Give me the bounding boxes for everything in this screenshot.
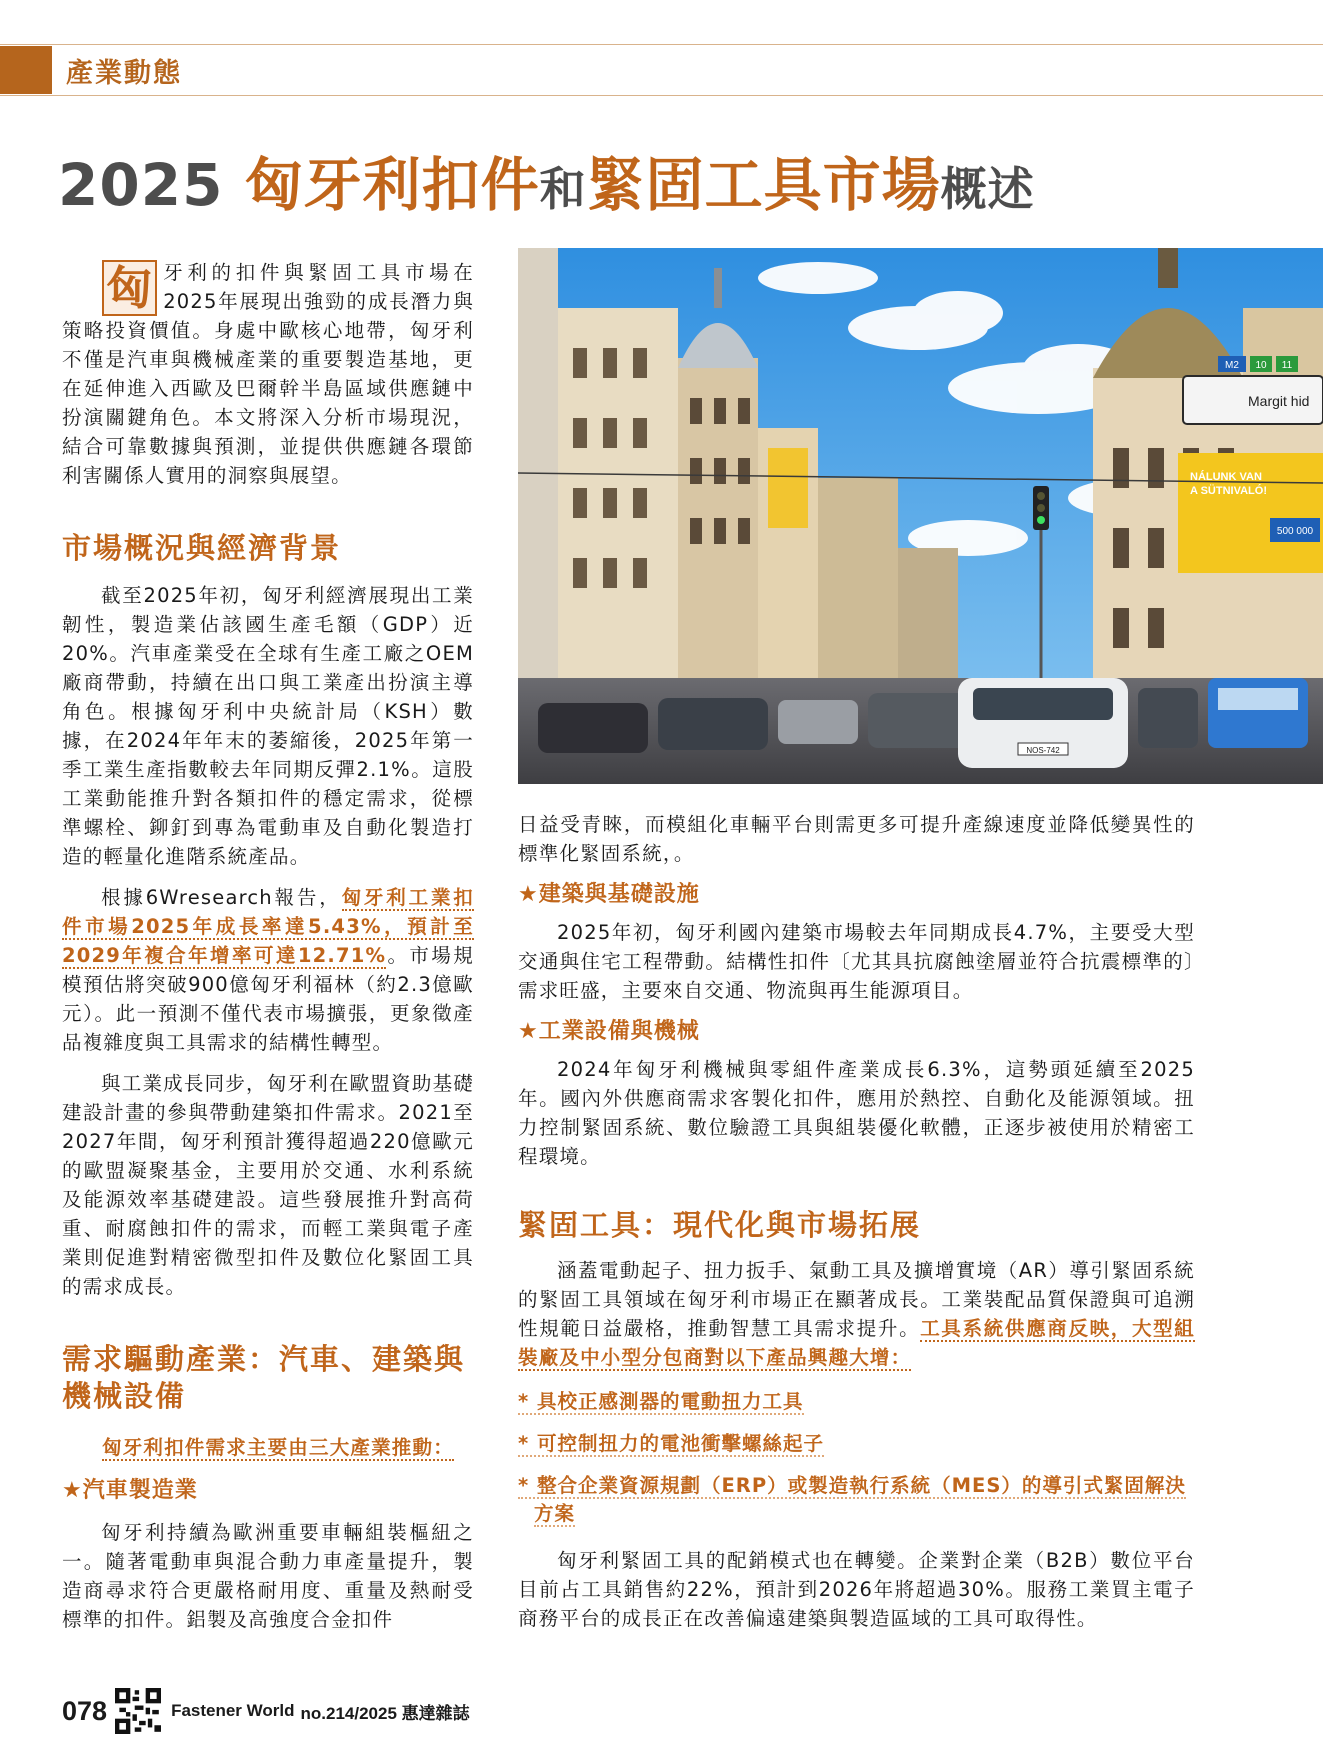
billboard-line2: A SÜTNIVALÓ! xyxy=(1190,485,1267,497)
right-column xyxy=(518,810,1195,1633)
tools-bullet-2-text: * 可控制扭力的電池衝擊螺絲起子 xyxy=(518,1432,824,1455)
tools-p1-pre: 涵蓋電動起子、扭力扳手、氣動工具及擴增實境（AR）導引緊固系統的緊固工具領域在匈牙利市場正在顯著成長。工業裝配品質保證與可追溯性規範日益嚴格，推動智慧工具需求提升。 xyxy=(518,1259,1195,1340)
market-p2-post: 。市場規模預估將突破900億匈牙利福林（約2.3億歐元）。此一預測不僅代表市場擴張，更象徵產品複雜度與工具需求的結構性轉型。 xyxy=(62,944,474,1054)
dropcap: 匈 xyxy=(102,260,157,316)
title-year: 2025 xyxy=(58,151,224,219)
tools-heading: 緊固工具：現代化與市場拓展 xyxy=(518,1208,922,1242)
header-rule-bottom xyxy=(0,95,1323,96)
mach-paragraph: 2024年匈牙利機械與零組件產業成長6.3%，這勢頭延續至2025年。國內外供應商需求客製化扣件，應用於熱控、自動化及能源領域。扭力控制緊固系統、數位驗證工具與組裝優化軟體，正逐步被使用於精密工程環境。 xyxy=(518,1058,1195,1168)
auto-heading: ★汽車製造業 xyxy=(62,1478,198,1503)
tools-bullet-2 xyxy=(518,1430,1195,1458)
demand-subtitle-text: 匈牙利扣件需求主要由三大產業推動： xyxy=(102,1436,454,1459)
page-number: 078 xyxy=(62,1695,108,1726)
section-tag xyxy=(0,46,182,94)
mach-heading: ★工業設備與機械 xyxy=(518,1019,700,1044)
qr-code-icon xyxy=(115,1688,161,1734)
market-heading: 市場概況與經濟背景 xyxy=(62,531,342,565)
tools-paragraph-2: 匈牙利緊固工具的配銷模式也在轉變。企業對企業（B2B）數位平台目前占工具銷售約22%，預計到2026年將超過30%。服務工業買主電子商務平台的成長正在改善偏遠建築與製造區域的工具可取得性。 xyxy=(518,1549,1195,1630)
demand-heading: 需求驅動產業：汽車、建築與機械設備 xyxy=(62,1342,466,1413)
tools-bullet-1-text: * 具校正感測器的電動扭力工具 xyxy=(518,1390,804,1413)
tools-bullet-3 xyxy=(518,1472,1195,1528)
demand-subtitle xyxy=(62,1433,474,1462)
magazine-issue: no.214/2025 惠達雜誌 xyxy=(300,1703,470,1723)
market-paragraph-2 xyxy=(62,883,474,1057)
billboard-price: 500 000 xyxy=(1276,526,1314,537)
street-photo-illustration xyxy=(518,248,1323,784)
intro-text: 牙利的扣件與緊固工具市場在2025年展現出強勁的成長潛力與策略投資價值。身處中歐核心地帶，匈牙利不僅是汽車與機械產業的重要製造基地，更在延伸進入西歐及巴爾幹半島區域供應鏈中扮演關鍵角色。本文將深入分析市場現況，結合可靠數據與預測，並提供供應鏈各環節利害關係人實用的洞察與展望。 xyxy=(62,261,474,487)
car-plate: NOS-742 xyxy=(1026,746,1060,755)
title-suffix: 概述 xyxy=(940,162,1035,216)
market-paragraph-1: 截至2025年初，匈牙利經濟展現出工業韌性，製造業佔該國生產毛額（GDP）近20%。汽車產業受在全球有生產工廠之OEM廠商帶動，持續在出口與工業產出扮演主導角色。根據匈牙利中央統計局（KSH）數據，在2024年年末的萎縮後，2025年第一季工業生產指數較去年同期反彈2.1%。這股工業動能推升對各類扣件的穩定需求，從標準螺栓、鉚釘到專為電動車及自動化製造打造的輕量化進階系統產品。 xyxy=(62,584,474,868)
tools-bullet-3-text: * 整合企業資源規劃（ERP）或製造執行系統（MES）的導引式緊固解決方案 xyxy=(518,1474,1186,1525)
page-footer xyxy=(62,1688,470,1734)
auto-continued: 日益受青睞，而模組化車輛平台則需更多可提升產線速度並降低變異性的標準化緊固系統，。 xyxy=(518,813,1195,865)
page-title xyxy=(58,138,1035,222)
section-tag-bar xyxy=(0,46,52,94)
street-photo xyxy=(518,248,1323,784)
build-paragraph: 2025年初，匈牙利國內建築市場較去年同期成長4.7%，主要受大型交通與住宅工程帶動。結構性扣件〔尤其具抗腐蝕塗層並符合抗震標準的〕需求旺盛，主要來自交通、物流與再生能源項目。 xyxy=(518,921,1195,1002)
intro-paragraph xyxy=(62,258,474,490)
billboard-line1: NÁLUNK VAN xyxy=(1190,471,1262,483)
sign-line-10: 10 xyxy=(1255,360,1267,371)
market-paragraph-3: 與工業成長同步，匈牙利在歐盟資助基礎建設計畫的參與帶動建築扣件需求。2021至2027年間，匈牙利預計獲得超過220億歐元的歐盟凝聚基金，主要用於交通、水利系統及能源效率基礎建設。這些發展推升對高荷重、耐腐蝕扣件的需求，而輕工業與電子產業則促進對精密微型扣件及數位化緊固工具的需求成長。 xyxy=(62,1072,474,1298)
magazine-name: Fastener World xyxy=(171,1701,295,1720)
title-part2: 緊固工具市場 xyxy=(586,151,941,219)
header-rule-top xyxy=(0,44,1323,45)
build-heading: ★建築與基礎設施 xyxy=(518,882,700,907)
market-p2-pre: 根據6Wresearch報告， xyxy=(101,886,342,909)
auto-paragraph: 匈牙利持續為歐洲重要車輛組裝樞紐之一。隨著電動車與混合動力車產量提升，製造商尋求符合更嚴格耐用度、重量及熱耐受標準的扣件。鋁製及高強度合金扣件 xyxy=(62,1521,474,1631)
tools-paragraph-1 xyxy=(518,1256,1195,1372)
title-part1: 匈牙利扣件 xyxy=(244,151,540,219)
title-conj: 和 xyxy=(539,162,587,216)
tools-bullet-1 xyxy=(518,1388,1195,1416)
sign-line-m2: M2 xyxy=(1225,360,1239,371)
market-p2-highlight: 匈牙利工業扣件市場2025年成長率達5.43%，預計至2029年複合年增率可達12.71% xyxy=(62,886,474,967)
section-tag-label: 產業動態 xyxy=(66,57,182,89)
sign-line-11: 11 xyxy=(1281,360,1293,371)
left-column xyxy=(62,258,474,1634)
sign-street: Margit hid xyxy=(1248,393,1310,409)
tools-p1-highlight: 工具系統供應商反映，大型組裝廠及中小型分包商對以下產品興趣大增： xyxy=(518,1317,1195,1369)
